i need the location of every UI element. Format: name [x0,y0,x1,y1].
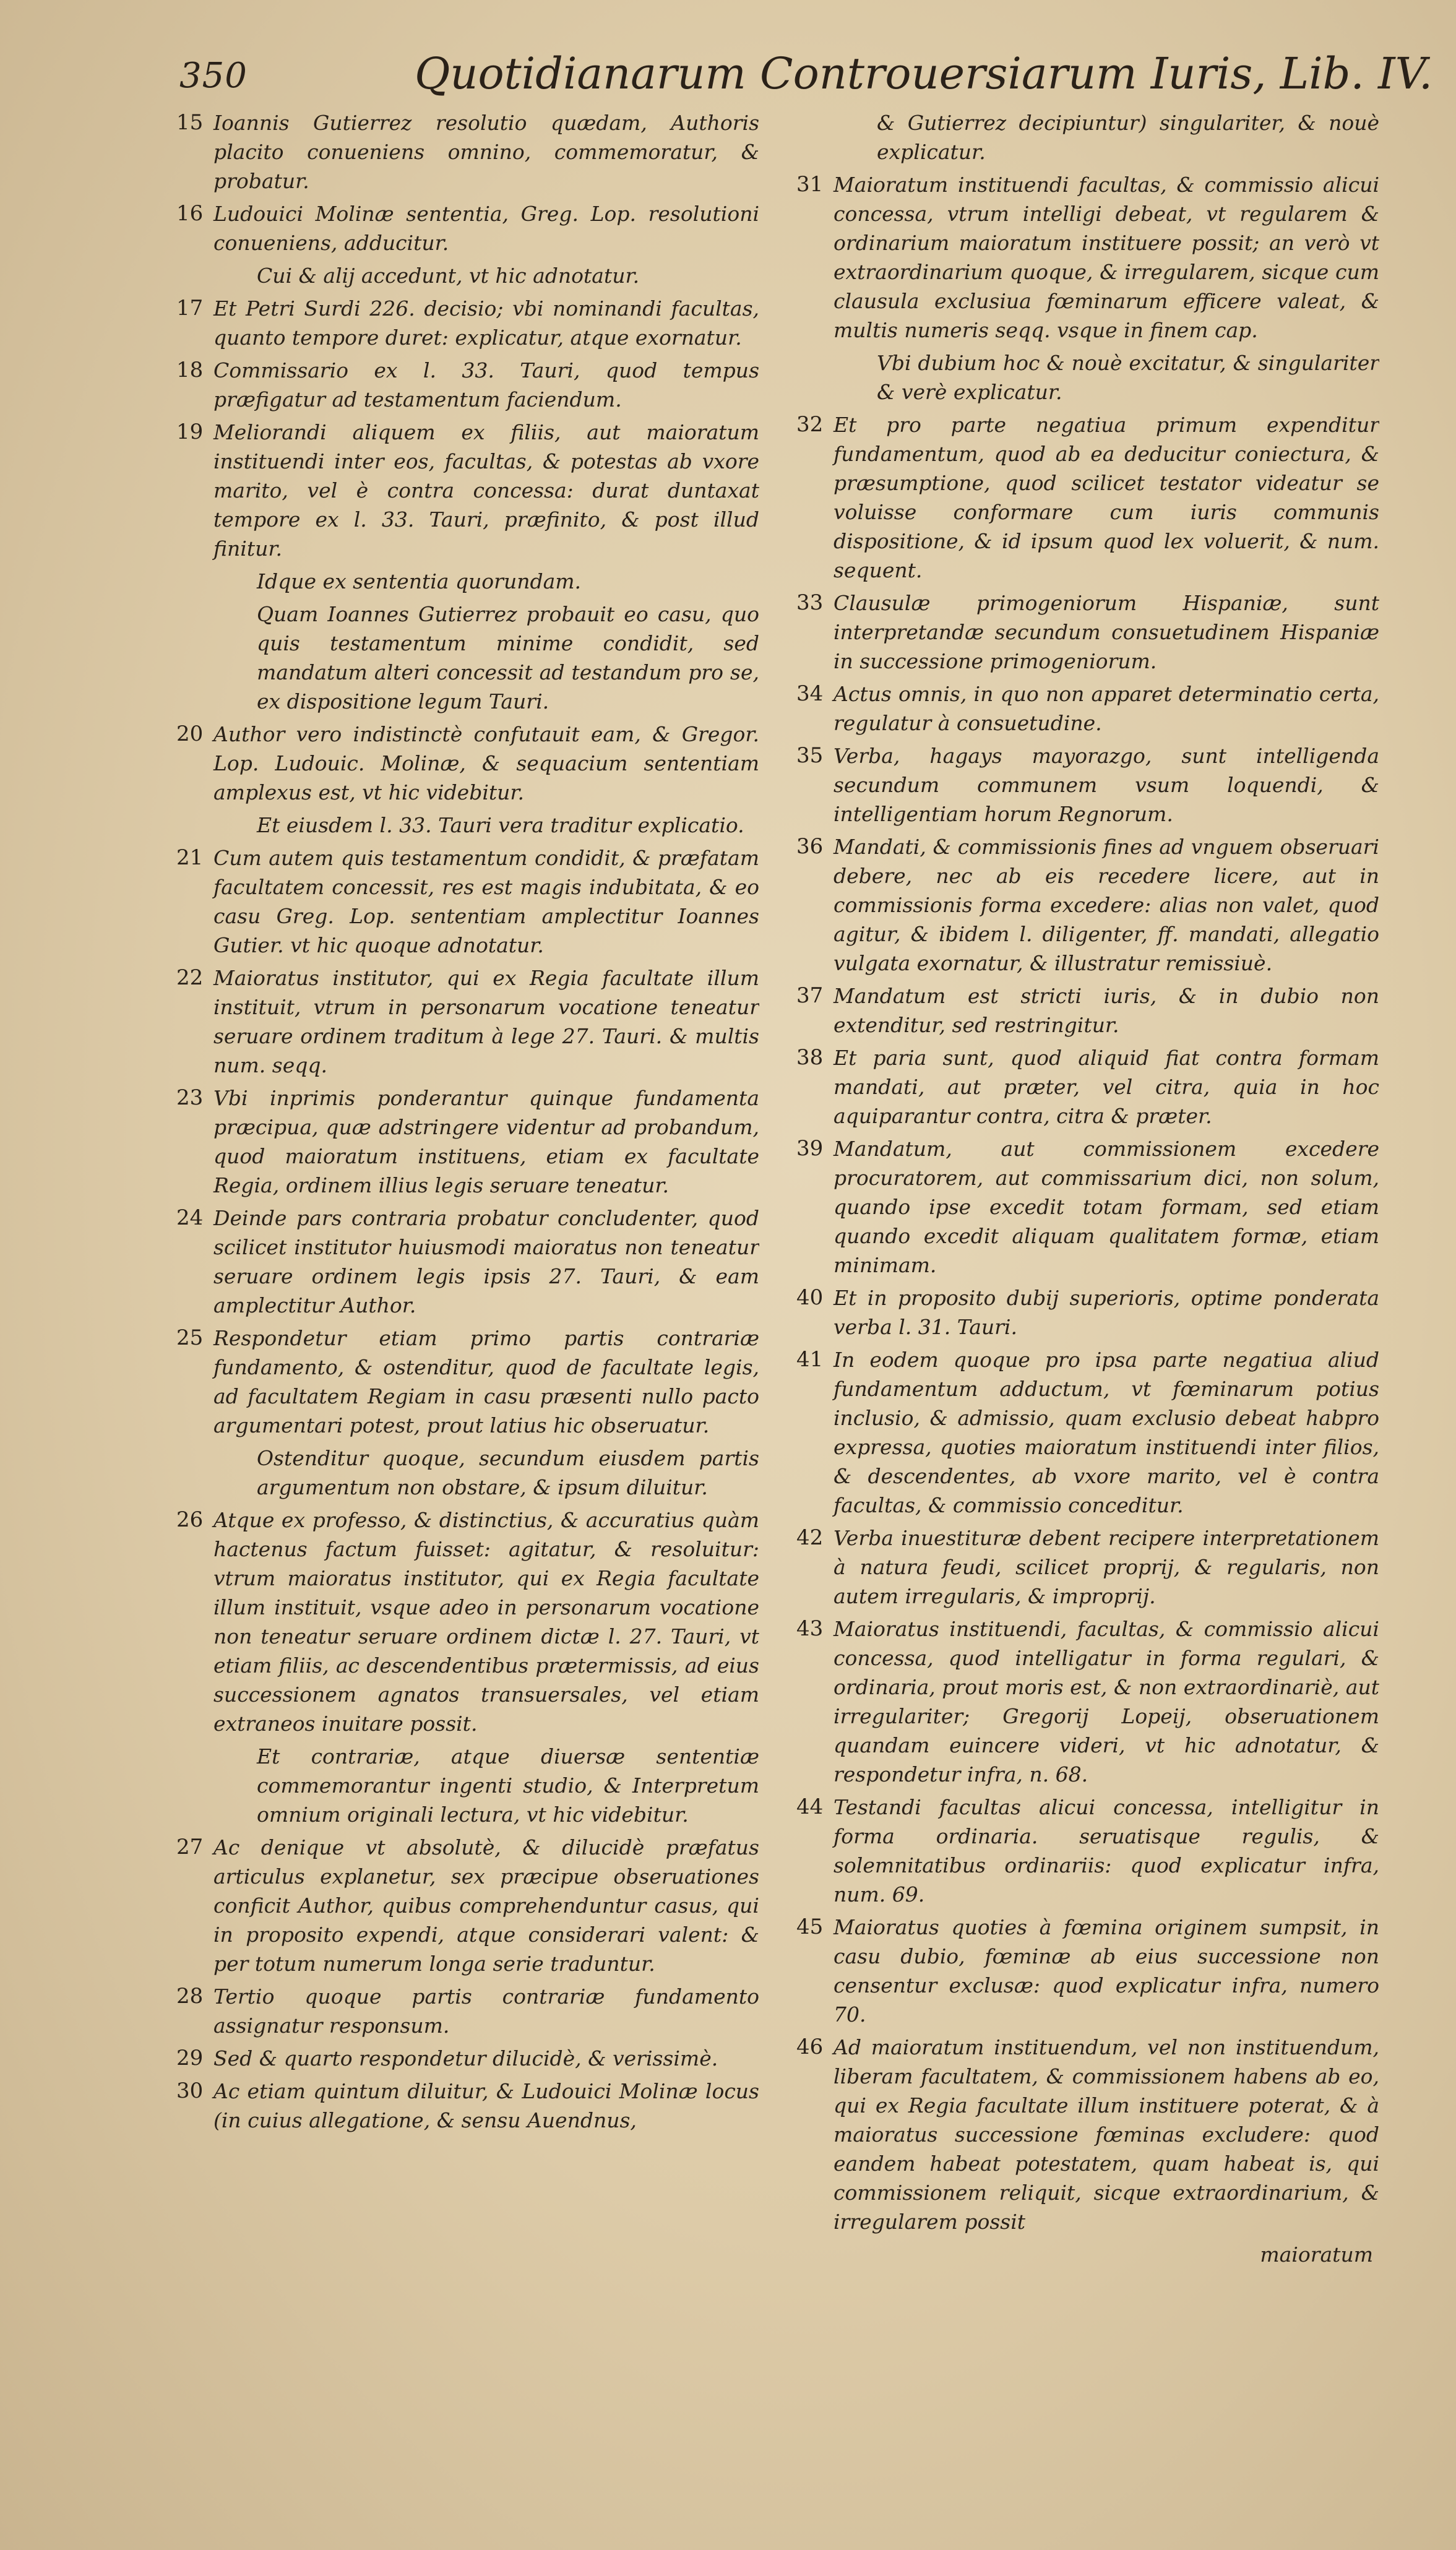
entry-text: & Gutierrez decipiuntur) singulariter, & nouè explicatur. [877,111,1379,164]
page-header [179,37,1433,105]
summary-entry [796,2033,1379,2236]
entry-text: Ac etiam quintum diluitur, & Ludouici Molinæ locus (in cuius allegatione, & sensu Auendnus, [213,2079,759,2132]
entry-number: 17 [176,296,204,321]
summary-entry [796,1043,1379,1131]
entry-text: Vbi dubium hoc & nouè excitatur, & singulariter & verè explicatur. [877,351,1379,404]
entry-number: 29 [176,2046,204,2070]
entry-text: Actus omnis, in quo non apparet determinatio certa, regulatur à consuetudine. [834,682,1379,735]
entry-number: 27 [176,1835,204,1859]
entry-text: Verba inuestituræ debent recipere interpretationem à natura feudi, scilicet proprij, & regularis, non autem irregularis, & improprij. [834,1526,1379,1608]
entry-number: 25 [176,1325,204,1350]
entry-text: Clausulæ primogeniorum Hispaniæ, sunt interpretandæ secundum consuetudinem Hispaniæ in successione primogeniorum. [834,591,1379,673]
entry-number: 34 [796,681,824,706]
entry-number [796,108,834,166]
entry-text: Atque ex professo, & distinctius, & accuratius quàm hactenus factum fuisset: agitatur, & resoluitur: vtrum maioratus institutor, qui ex Regia facultate illum instituit, vsque adeo in personarum vocatione non teneatur seruare ordinem dictæ l. 27. Tauri, vt etiam filiis, ac descendentibus prætermissis, ad eius successionem agnatos transuersales, vel etiam extraneos inuitare possit. [213,1508,759,1736]
summary-entry [796,348,1379,407]
entry-text: Tertio quoque partis contrariæ fundamento assignatur responsum. [213,1984,759,2038]
entry-text: Sed & quarto respondetur dilucidè, & verissimè. [213,2046,718,2070]
summary-entry [796,1283,1379,1342]
entry-text: Et contrariæ, atque diuersæ sententiæ commemorantur ingenti studio, & Interpretum omnium originali lectura, vt hic videbitur. [257,1744,759,1827]
entry-text: Deinde pars contraria probatur concludenter, quod scilicet institutor huiusmodi maioratus non teneatur seruare ordinem legis ipsis 27. Tauri, & eam amplectitur Author. [213,1206,759,1317]
entry-number: 39 [796,1136,824,1161]
summary-entry [796,170,1379,345]
entry-text: Et eiusdem l. 33. Tauri vera traditur explicatio. [257,813,744,837]
entry-text: Verba, hagays mayorazgo, sunt intelligenda secundum communem vsum loquendi, & intelligentiam horum Regnorum. [834,744,1379,826]
summary-entry [796,1614,1379,1789]
entry-number: 20 [176,721,204,746]
entry-text: Cui & alij accedunt, vt hic adnotatur. [257,264,640,288]
entry-text: Meliorandi aliquem ex filiis, aut maioratum instituendi inter eos, facultas, & potestas ab vxore marito, vel è contra concessa: durat duntaxat tempore ex l. 33. Tauri, præfinito, & post illud finitur. [213,420,759,561]
entry-text: Mandati, & commissionis fines ad vnguem obseruari debere, nec ab eis recedere licere, aut in commissionis forma excedere: alias non valet, quod agitur, & ibidem l. diligenter, ff. mandati, allegatio vulgata exornatur, & illustratur remissiuè. [834,835,1379,975]
entry-number [176,261,213,290]
entry-text: Ludouici Molinæ sententia, Greg. Lop. resolutioni conueniens, adducitur. [213,202,759,255]
entry-text: Respondetur etiam primo partis contrariæ fundamento, & ostenditur, quod de facultate legis, ad facultatem Regiam in casu præsenti nullo pacto argumentari potest, prout latius hic obseruatur. [213,1326,759,1437]
summary-entry [176,261,759,290]
summary-entry [176,567,759,596]
summary-entry [176,1204,759,1320]
summary-entry [796,832,1379,978]
summary-entry [176,1742,759,1829]
entry-number: 32 [796,412,824,437]
entry-number: 42 [796,1525,824,1550]
summary-entry [796,1523,1379,1611]
entry-number: 19 [176,420,204,444]
left-column [176,108,759,2509]
entry-number: 41 [796,1347,824,1372]
text-columns [176,108,1380,2509]
entry-text: Maioratus quoties à fœmina originem sumpsit, in casu dubio, fœminæ ab eius successione non censentur exclusæ: quod explicatur infra, numero 70. [834,1915,1379,2027]
entry-text: Et paria sunt, quod aliquid fiat contra formam mandati, aut præter, vel citra, quia in hoc aquiparantur contra, citra & præter. [834,1046,1379,1128]
summary-entry [176,1324,759,1440]
entry-number: 46 [796,2035,824,2059]
entry-text: Vbi inprimis ponderantur quinque fundamenta præcipua, quæ adstringere videntur ad probandum, quod maioratum instituens, etiam ex facultate Regia, ordinem illius legis seruare teneatur. [213,1086,759,1197]
summary-entry [176,1982,759,2040]
summary-entry [176,2077,759,2135]
summary-entry [176,199,759,257]
entry-text: Commissario ex l. 33. Tauri, quod tempus præfigatur ad testamentum faciendum. [213,358,759,411]
entry-number [176,1444,213,1502]
entry-number: 36 [796,834,824,859]
entry-number: 21 [176,845,204,870]
entry-text: Et pro parte negatiua primum expenditur fundamentum, quod ab ea deducitur coniectura, & præsumptione, quod scilicet testator videatur se voluisse conformare cum iuris communis dispositione, & id ipsum quod lex voluerit, & num. sequent. [834,413,1379,582]
entry-text: Maioratus instituendi, facultas, & commissio alicui concessa, quod intelligatur in forma regulari, & ordinaria, prout moris est, & non extraordinariè, aut irregulariter; Gregorij Lopeij, obseruationem quandam euincere videri, vt hic adnotatur, & respondetur infra, n. 68. [834,1617,1379,1786]
entry-text: Cum autem quis testamentum condidit, & præfatam facultatem concessit, res est magis indubitata, & eo casu Greg. Lop. sententiam amplectitur Ioannes Gutier. vt hic quoque adnotatur. [213,846,759,957]
entry-number [176,600,213,716]
entry-text: Ac denique vt absolutè, & dilucidè præfatus articulus explanetur, sex præcipue obseruationes conficit Author, quibus comprehenduntur casus, qui in proposito expendi, atque considerari valent: & per totum numerum longa serie traduntur. [213,1835,759,1976]
entry-number: 44 [796,1794,824,1819]
entry-number: 37 [796,983,824,1008]
entry-number: 38 [796,1045,824,1070]
entry-number [176,1742,213,1829]
entry-text: In eodem quoque pro ipsa parte negatiua aliud fundamentum adductum, vt fœminarum potius inclusio, & admissio, quam exclusio debeat habpro expressa, quoties maioratum instituendi inter filios, & descendentes, ab vxore marito, vel è contra facultas, & commissio conceditur. [834,1348,1379,1517]
summary-entry [176,843,759,960]
entry-number: 22 [176,965,204,990]
entry-number: 15 [176,110,204,135]
summary-entry [796,741,1379,829]
page-number: 350 [179,56,248,96]
entry-number: 23 [176,1085,204,1110]
entry-number: 16 [176,201,204,226]
entry-number: 26 [176,1507,204,1532]
summary-entry [796,108,1379,166]
summary-entry [176,2044,759,2073]
entry-text: Et in proposito dubij superioris, optime ponderata verba l. 31. Tauri. [834,1286,1379,1339]
summary-entry [176,1083,759,1200]
entry-text: Mandatum, aut commissionem excedere procuratorem, aut commissarium dici, non solum, quando ipse excedit totam formam, sed etiam quando excedit aliquam qualitatem formæ, etiam minimam. [834,1137,1379,1277]
summary-entry [176,294,759,352]
entry-number: 40 [796,1285,824,1310]
entry-text: Mandatum est stricti iuris, & in dubio non extenditur, sed restringitur. [834,984,1379,1037]
entry-number [176,567,213,596]
entry-number: 24 [176,1205,204,1230]
entry-number: 28 [176,1984,204,2009]
summary-entry [176,963,759,1080]
entry-text: Idque ex sententia quorundam. [257,569,582,593]
summary-entry [796,410,1379,585]
entry-number: 43 [796,1616,824,1641]
entry-number: 45 [796,1915,824,1939]
entry-text: Ioannis Gutierrez resolutio quædam, Authoris placito conueniens omnino, commemoratur, & probatur. [213,111,759,193]
entry-number: 33 [796,590,824,615]
summary-entry [796,1793,1379,1909]
entry-number: 35 [796,743,824,768]
entry-number [176,811,213,840]
summary-entry [176,1833,759,1978]
entry-text: Quam Ioannes Gutierrez probauit eo casu, quo quis testamentum minime condidit, sed mandatum alteri concessit ad testandum pro se, ex dispositione legum Tauri. [257,602,759,713]
right-column [796,108,1379,2509]
entry-text: Ad maioratum instituendum, vel non instituendum, liberam facultatem, & commissionem habens ab eo, qui ex Regia facultate illum instituere poterat, & à maioratus successione fœminas excludere: quod eandem habeat potestatem, quam habeat is, qui commissionem reliquit, sicque extraordinarium, & irregularem possit [834,2035,1379,2234]
entry-number [796,348,834,407]
entry-text: Et Petri Surdi 226. decisio; vbi nominandi facultas, quanto tempore duret: explicatur, atque exornatur. [213,296,759,350]
summary-entry [176,356,759,414]
entry-number: 30 [176,2078,204,2103]
summary-entry [176,1444,759,1502]
entry-text: Author vero indistinctè confutauit eam, & Gregor. Lop. Ludouic. Molinæ, & sequacium sententiam amplexus est, vt hic videbitur. [213,722,759,804]
summary-entry [176,1505,759,1738]
entry-number: 31 [796,172,824,197]
summary-entry [176,418,759,563]
summary-entry [796,1134,1379,1280]
entry-number: 18 [176,358,204,382]
entry-text: Testandi facultas alicui concessa, intelligitur in forma ordinaria. seruatisque regulis, & solemnitatibus ordinariis: quod explicatur infra, num. 69. [834,1795,1379,1906]
summary-entry [796,981,1379,1040]
catchword: maioratum [1260,2242,1373,2267]
entry-text: Maioratus institutor, qui ex Regia facultate illum instituit, vtrum in personarum vocatione teneatur seruare ordinem traditum à lege 27. Tauri. & multis num. seqq. [213,966,759,1077]
summary-entry [796,1345,1379,1520]
entry-text: Maioratum instituendi facultas, & commissio alicui concessa, vtrum intelligi debeat, vt regularem & ordinarium maioratum instituere possit; an verò vt extraordinarium quoque, & irregularem, sicque cum clausula exclusiua fœminarum efficere valeat, & multis numeris seqq. vsque in finem cap. [834,173,1379,342]
summary-entry [176,108,759,196]
summary-entry [796,679,1379,738]
running-title: Quotidianarum Controuersiarum Iuris, Lib. IV. [415,48,1433,99]
summary-entry [796,1913,1379,2029]
summary-entry [176,600,759,716]
entry-text: Ostenditur quoque, secundum eiusdem partis argumentum non obstare, & ipsum diluitur. [257,1446,759,1499]
summary-entry [176,811,759,840]
summary-entry [796,588,1379,676]
summary-entry [176,720,759,807]
